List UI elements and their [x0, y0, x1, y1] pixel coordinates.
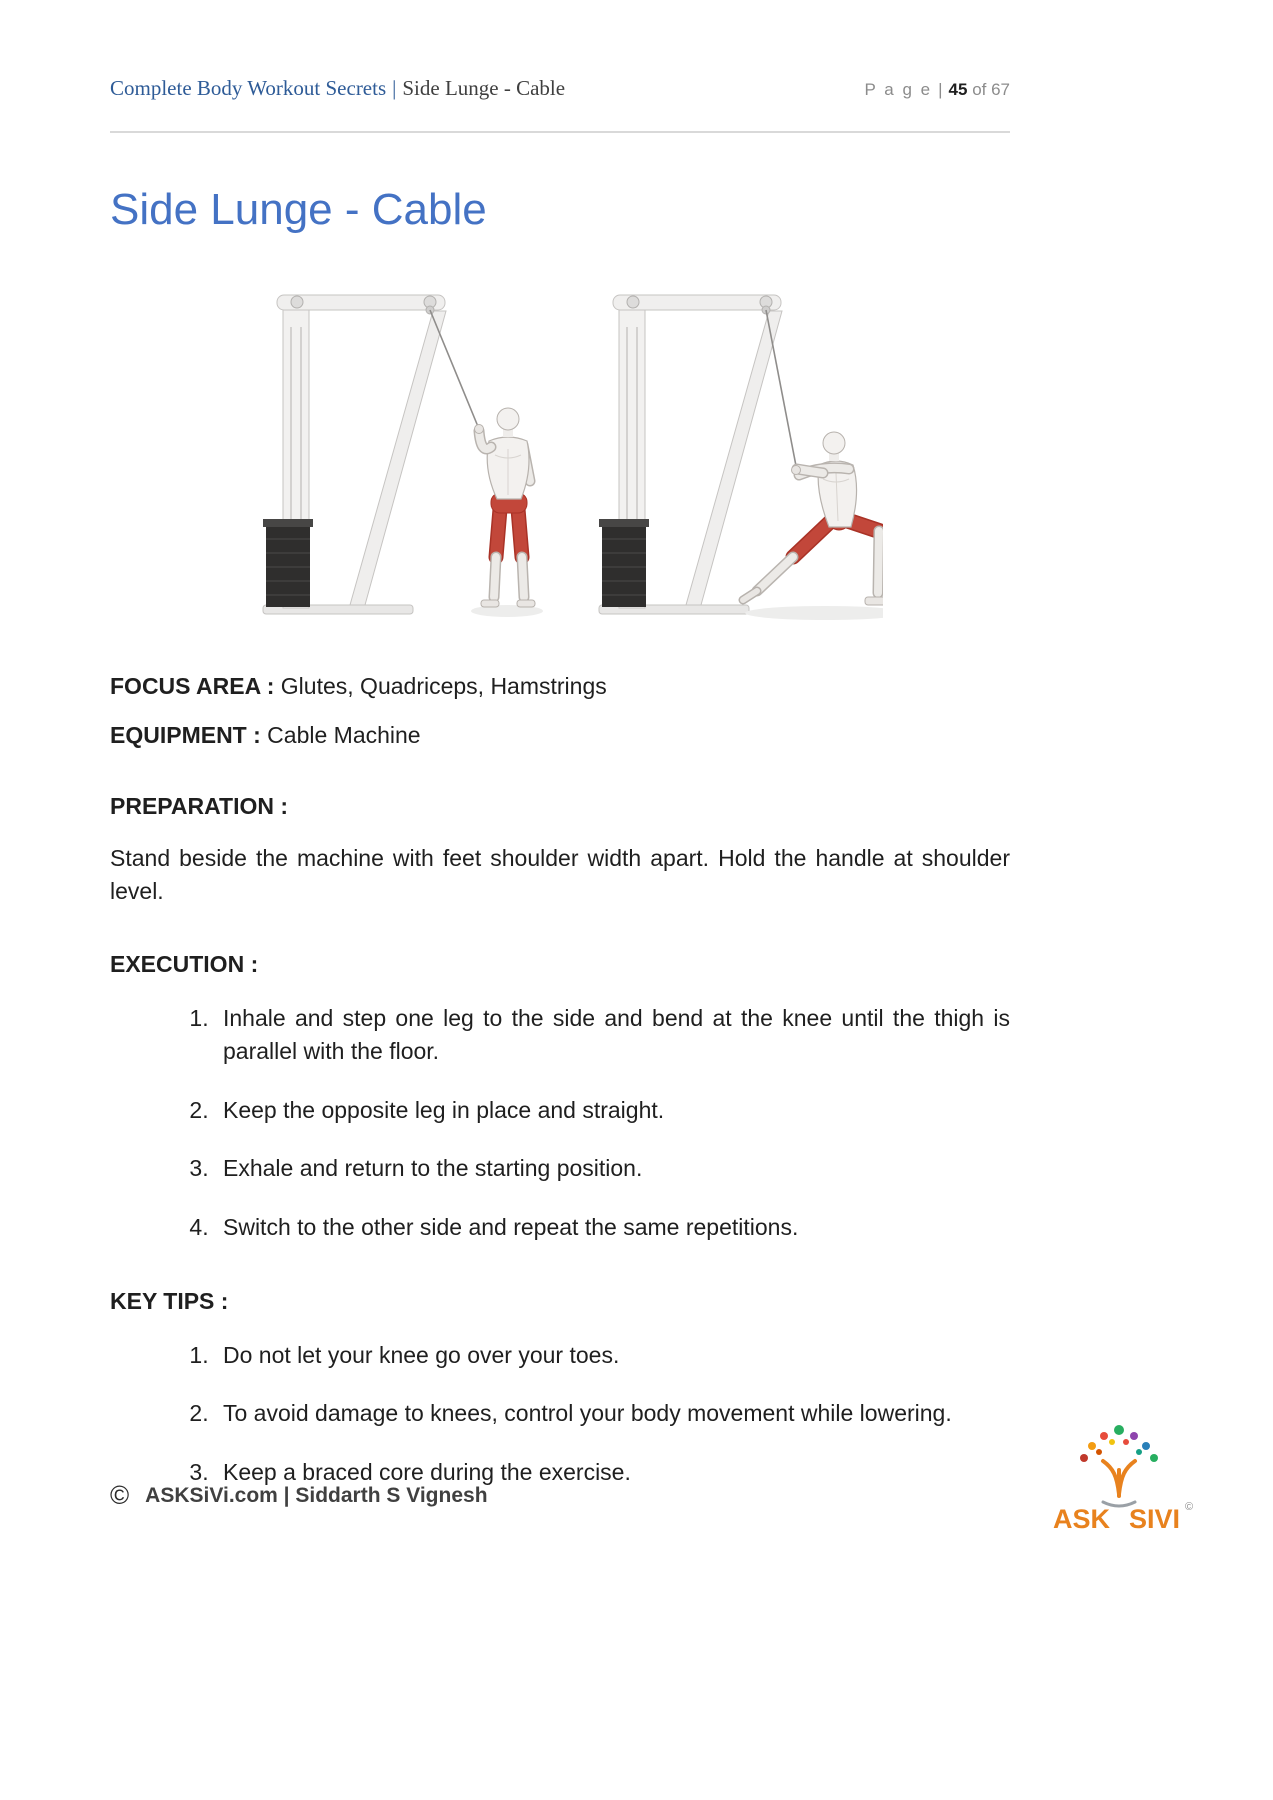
cable-machine — [263, 295, 446, 614]
header-chapter-title: Side Lunge - Cable — [402, 76, 566, 100]
logo-ask-text: ASK — [1053, 1504, 1111, 1534]
cable-machine — [599, 295, 782, 614]
weight-stack — [263, 519, 313, 607]
key-tips-list — [110, 1339, 1010, 1489]
key-tips-heading: KEY TIPS : — [110, 1287, 229, 1314]
equipment-label: EQUIPMENT : — [110, 722, 261, 748]
page-header — [110, 76, 1010, 101]
equipment-value: Cable Machine — [267, 722, 421, 748]
cable-line — [766, 310, 797, 471]
execution-step: 4. Switch to the other side and repeat the same repetitions. — [215, 1211, 1010, 1244]
cable-line — [430, 310, 479, 429]
page-content — [110, 0, 1010, 1515]
exercise-figures — [110, 269, 1010, 641]
preparation-text: Stand beside the machine with feet shoulder width apart. Hold the handle at shoulder level. — [110, 845, 1010, 904]
execution-step: 1. Inhale and step one leg to the side and bend at the knee until the thigh is parallel with the floor. — [215, 1002, 1010, 1067]
page-title: Side Lunge - Cable — [110, 185, 487, 234]
asksivi-logo — [1041, 1414, 1197, 1550]
weight-stack — [599, 519, 649, 607]
execution-step: 3. Exhale and return to the starting position. — [215, 1152, 1010, 1185]
focus-area-value: Glutes, Quadriceps, Hamstrings — [280, 673, 607, 699]
exercise-illustration-start — [237, 269, 547, 639]
focus-area-label: FOCUS AREA : — [110, 673, 275, 699]
execution-list — [110, 1002, 1010, 1243]
exercise-illustration-end — [573, 269, 883, 639]
asksivi-logo-graphic — [1041, 1414, 1197, 1550]
athlete-start-position — [430, 310, 543, 617]
page-word: P a g e — [864, 80, 933, 99]
header-rule — [110, 131, 1010, 133]
page-pipe: | — [938, 80, 943, 99]
key-tip: 3. Keep a braced core during the exercise. — [215, 1456, 1010, 1489]
page-footer — [110, 1480, 488, 1511]
logo-tree-figure — [1103, 1461, 1135, 1506]
preparation-heading: PREPARATION : — [110, 793, 289, 819]
header-page-indicator — [865, 80, 1010, 100]
header-running-title — [110, 76, 565, 101]
footer-text: ASKSiVi.com | Siddarth S Vignesh — [145, 1483, 488, 1507]
execution-step: 2. Keep the opposite leg in place and straight. — [215, 1094, 1010, 1127]
copyright-icon: © — [110, 1480, 130, 1510]
logo-leaves — [1080, 1425, 1158, 1462]
header-divider: | — [392, 76, 397, 100]
logo-sivi-text: SIVI — [1129, 1504, 1181, 1534]
page-total: of 67 — [972, 80, 1010, 99]
execution-heading: EXECUTION : — [110, 951, 259, 978]
book-title: Complete Body Workout Secrets — [110, 76, 387, 100]
equipment-line — [110, 722, 1010, 749]
focus-area-line — [110, 673, 1010, 700]
key-tip: 1. Do not let your knee go over your toes. — [215, 1339, 1010, 1372]
logo-trademark: © — [1185, 1501, 1194, 1513]
page-number: 45 — [948, 80, 968, 99]
key-tip: 2. To avoid damage to knees, control your body movement while lowering. — [215, 1397, 1010, 1430]
